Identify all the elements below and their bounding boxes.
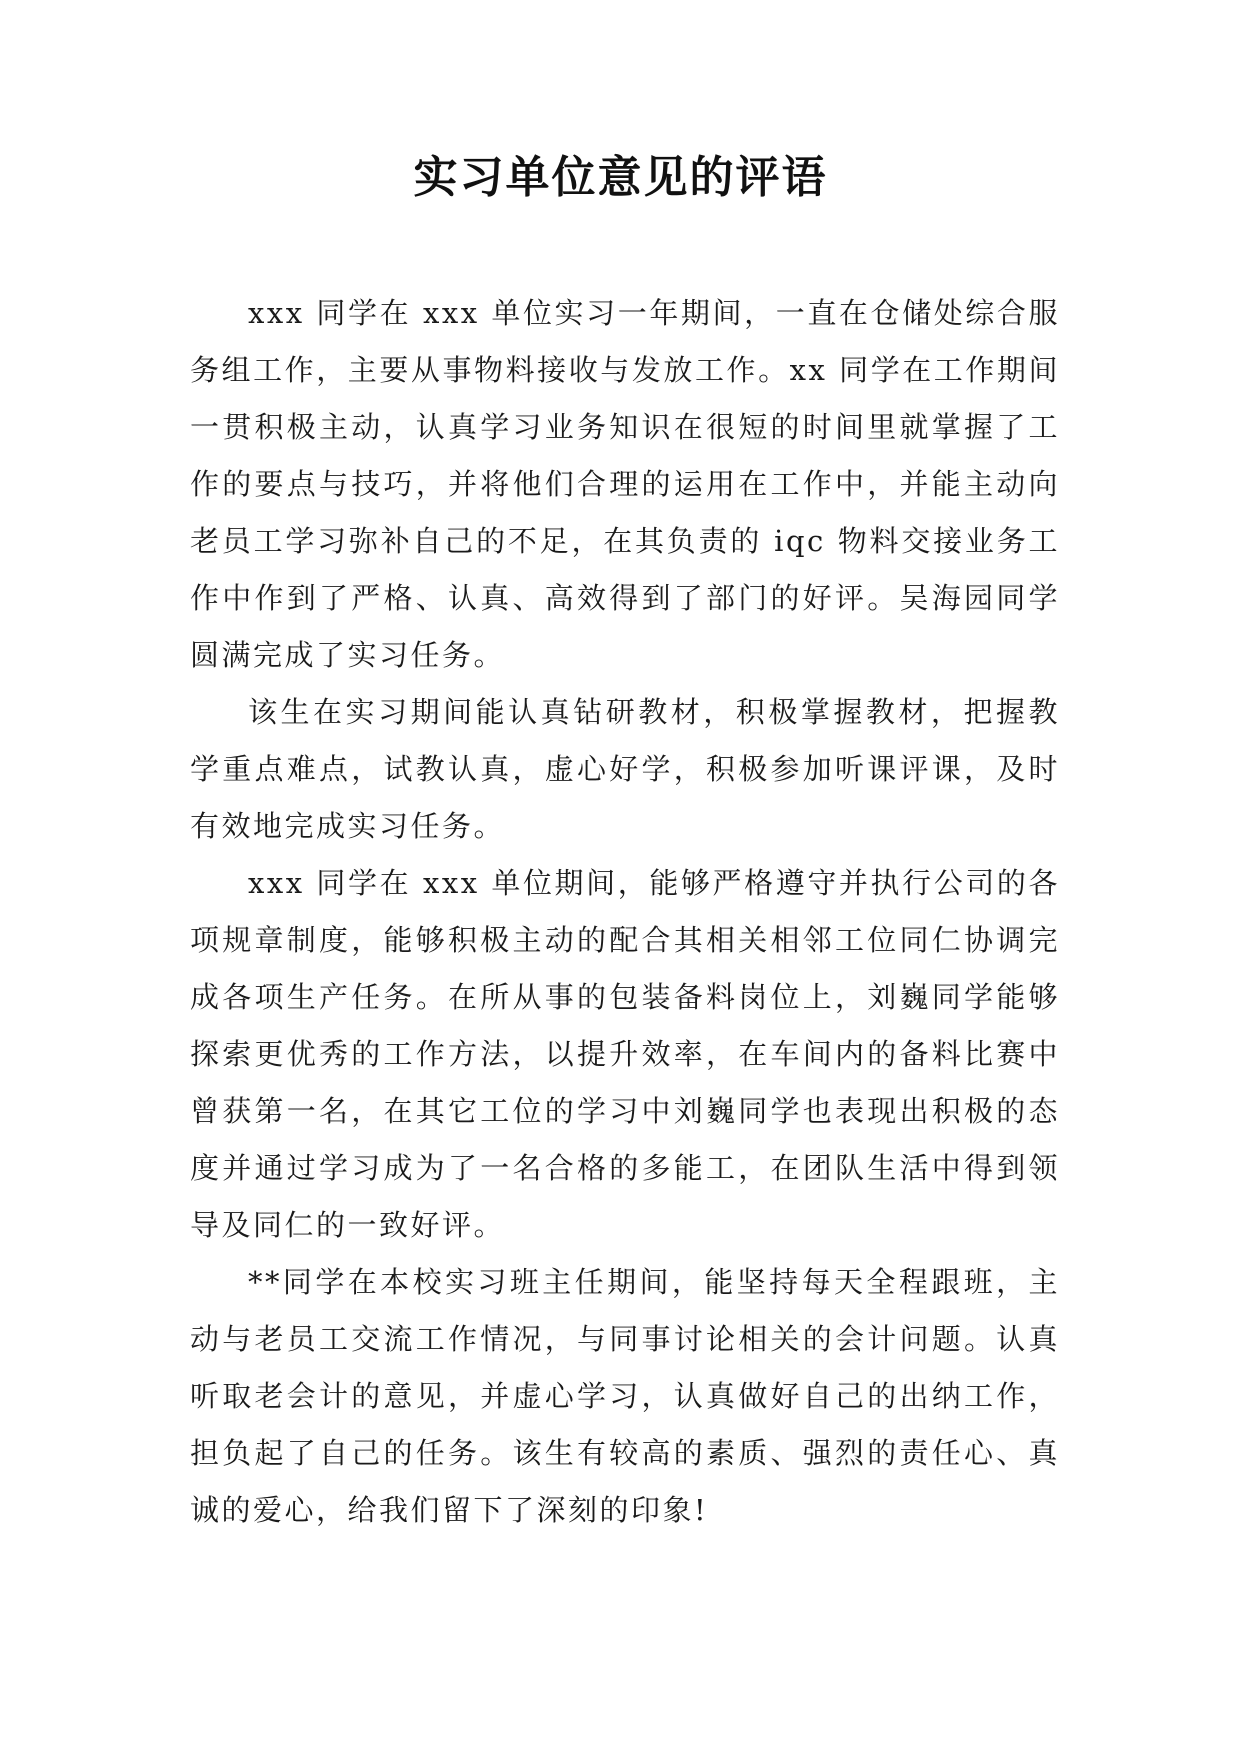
paragraph-2: 该生在实习期间能认真钻研教材，积极掌握教材，把握教学重点难点，试教认真，虚心好学，积极参加听课评课，及时有效地完成实习任务。	[190, 695, 1060, 843]
paragraph-4: **同学在本校实习班主任期间，能坚持每天全程跟班，主动与老员工交流工作情况，与同事讨论相关的会计问题。认真听取老会计的意见，并虚心学习，认真做好自己的出纳工作，担负起了自己的任务。该生有较高的素质、强烈的责任心、真诚的爱心，给我们留下了深刻的印象!	[190, 1265, 1060, 1527]
paragraph-3: xxx 同学在 xxx 单位期间，能够严格遵守并执行公司的各项规章制度，能够积极主动的配合其相关相邻工位同仁协调完成各项生产任务。在所从事的包装备料岗位上，刘巍同学能够探索更优秀的工作方法，以提升效率，在车间内的备料比赛中曾获第一名，在其它工位的学习中刘巍同学也表现出积极的态度并通过学习成为了一名合格的多能工，在团队生活中得到领导及同仁的一致好评。	[190, 866, 1060, 1242]
document-body	[190, 285, 1060, 1539]
paragraph-1: xxx 同学在 xxx 单位实习一年期间，一直在仓储处综合服务组工作，主要从事物料接收与发放工作。xx 同学在工作期间一贯积极主动，认真学习业务知识在很短的时间里就掌握了工作的要点与技巧，并将他们合理的运用在工作中，并能主动向老员工学习弥补自己的不足，在其负责的 iqc 物料交接业务工作中作到了严格、认真、高效得到了部门的好评。吴海园同学圆满完成了实习任务。	[190, 296, 1060, 672]
document-title: 实习单位意见的评语	[413, 152, 828, 203]
